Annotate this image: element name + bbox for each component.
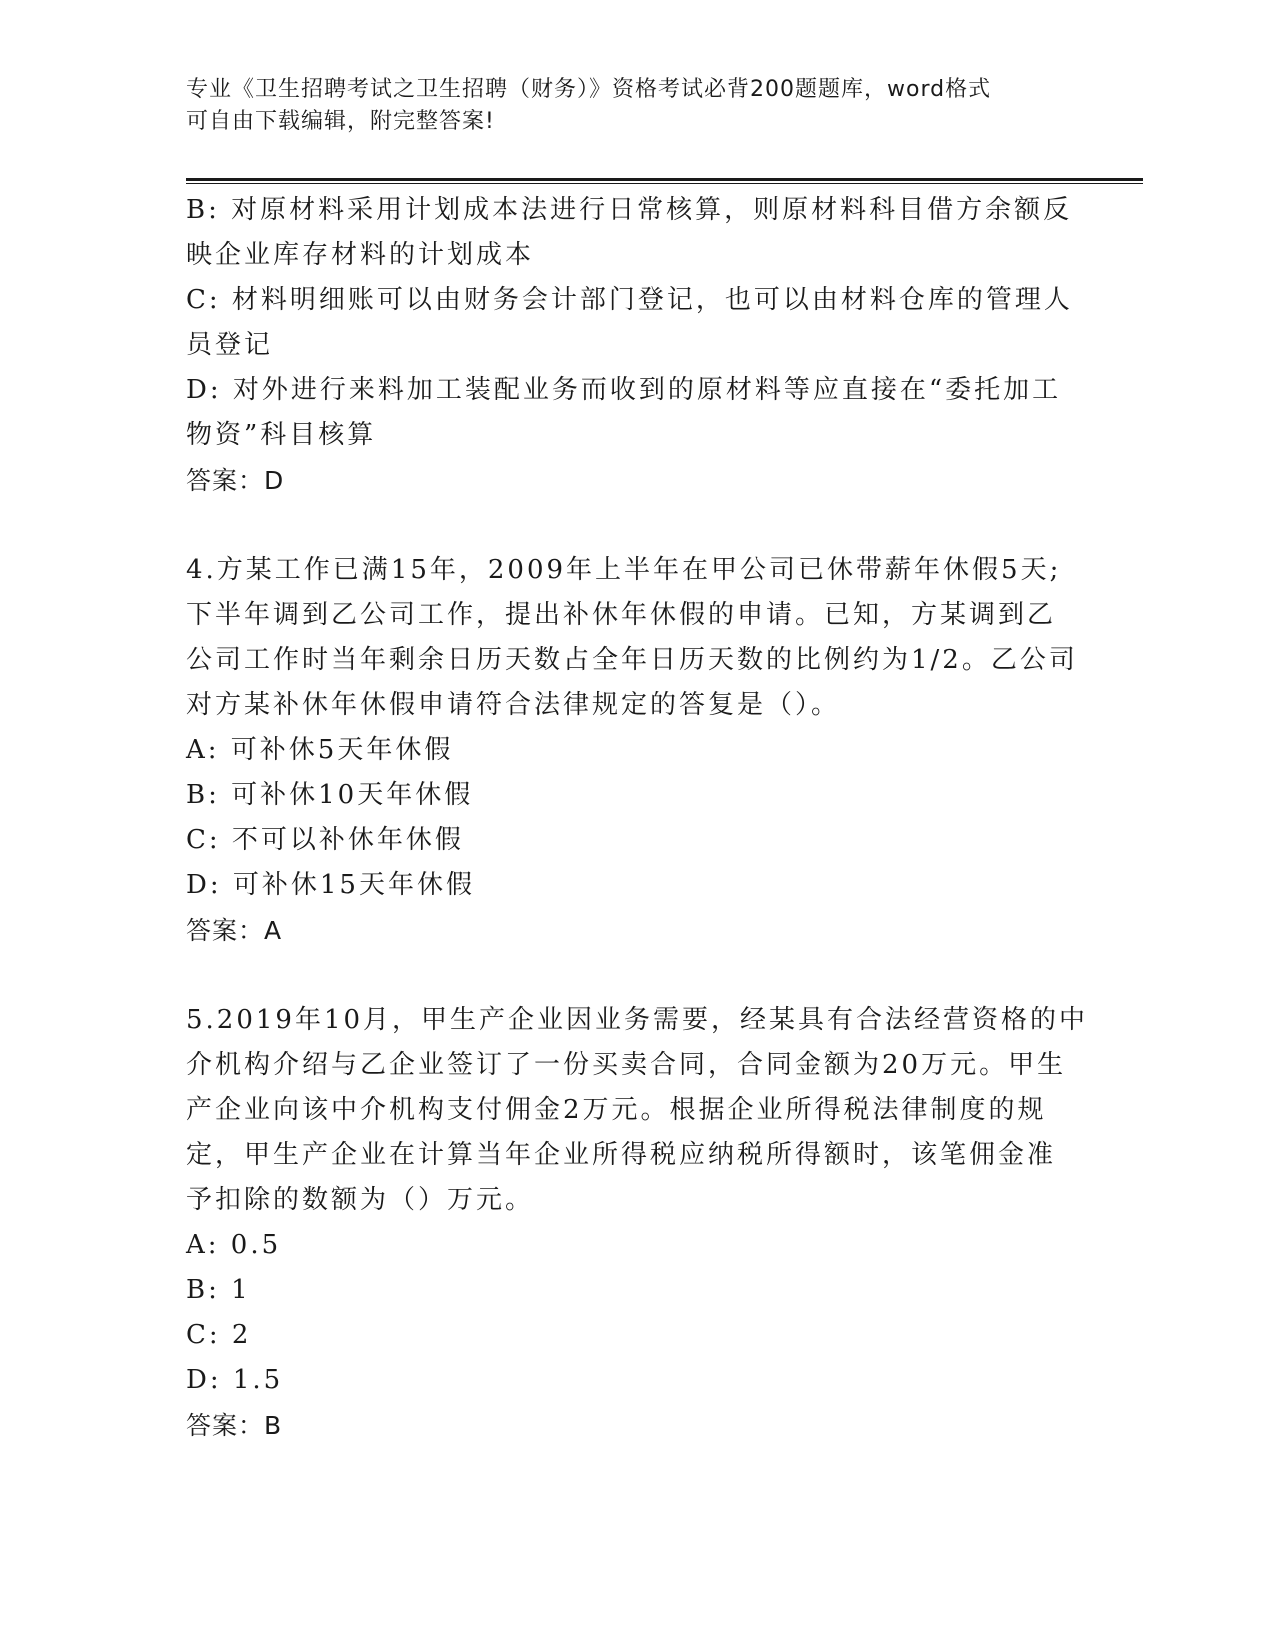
question-stem-line-3: 产企业向该中介机构支付佣金2万元。根据企业所得税法律制度的规 (186, 1095, 1047, 1125)
header-title-line-2: 可自由下载编辑，附完整答案! (186, 109, 495, 134)
option-a: A: 0.5 (186, 1230, 282, 1260)
question-stem-line-1: 4.方某工作已满15年，2009年上半年在甲公司已休带薪年休假5天; (186, 555, 1062, 585)
option-d-line-2: 物资”科目核算 (186, 420, 377, 450)
answer-label: 答案：D (186, 466, 285, 495)
question-3-block (186, 188, 1076, 503)
header-divider-thick (186, 178, 1143, 181)
question-stem-line-3: 公司工作时当年剩余日历天数占全年日历天数的比例约为1/2。乙公司 (186, 645, 1078, 675)
question-stem-line-4: 对方某补休年休假申请符合法律规定的答复是（）。 (186, 690, 841, 720)
answer-label: 答案：B (186, 1411, 283, 1440)
spacer (186, 953, 1076, 998)
spacer (186, 503, 1076, 548)
question-stem-line-1: 5.2019年10月，甲生产企业因业务需要，经某具有合法经营资格的中 (186, 1005, 1089, 1035)
answer-label: 答案：A (186, 916, 283, 945)
question-stem-line-5: 予扣除的数额为（）万元。 (186, 1185, 535, 1215)
question-4-block (186, 548, 1076, 953)
question-stem-line-2: 介机构介绍与乙企业签订了一份买卖合同，合同金额为20万元。甲生 (186, 1050, 1067, 1080)
header-divider-thin (186, 183, 1143, 184)
option-c-line-2: 员登记 (186, 330, 274, 360)
option-d: D: 1.5 (186, 1365, 284, 1395)
option-b: B: 1 (186, 1275, 251, 1305)
question-content (186, 188, 1089, 1448)
option-d: D: 可补休15天年休假 (186, 870, 475, 900)
option-b: B: 可补休10天年休假 (186, 780, 474, 810)
option-c: C: 2 (186, 1320, 252, 1350)
document-header (186, 74, 1066, 138)
question-5-block (186, 998, 1089, 1448)
option-b-line-1: B: 对原材料采用计划成本法进行日常核算，则原材料科目借方余额反 (186, 195, 1073, 225)
question-stem-line-2: 下半年调到乙公司工作，提出补休年休假的申请。已知，方某调到乙 (186, 600, 1057, 630)
option-d-line-1: D: 对外进行来料加工装配业务而收到的原材料等应直接在“委托加工 (186, 375, 1062, 405)
option-c: C: 不可以补休年休假 (186, 825, 464, 855)
option-a: A: 可补休5天年休假 (186, 735, 454, 765)
header-title-line-1: 专业《卫生招聘考试之卫生招聘（财务）》资格考试必背200题题库，word格式 (186, 77, 992, 102)
option-c-line-1: C: 材料明细账可以由财务会计部门登记，也可以由材料仓库的管理人 (186, 285, 1073, 315)
question-stem-line-4: 定，甲生产企业在计算当年企业所得税应纳税所得额时，该笔佣金准 (186, 1140, 1057, 1170)
option-b-line-2: 映企业库存材料的计划成本 (186, 240, 535, 270)
